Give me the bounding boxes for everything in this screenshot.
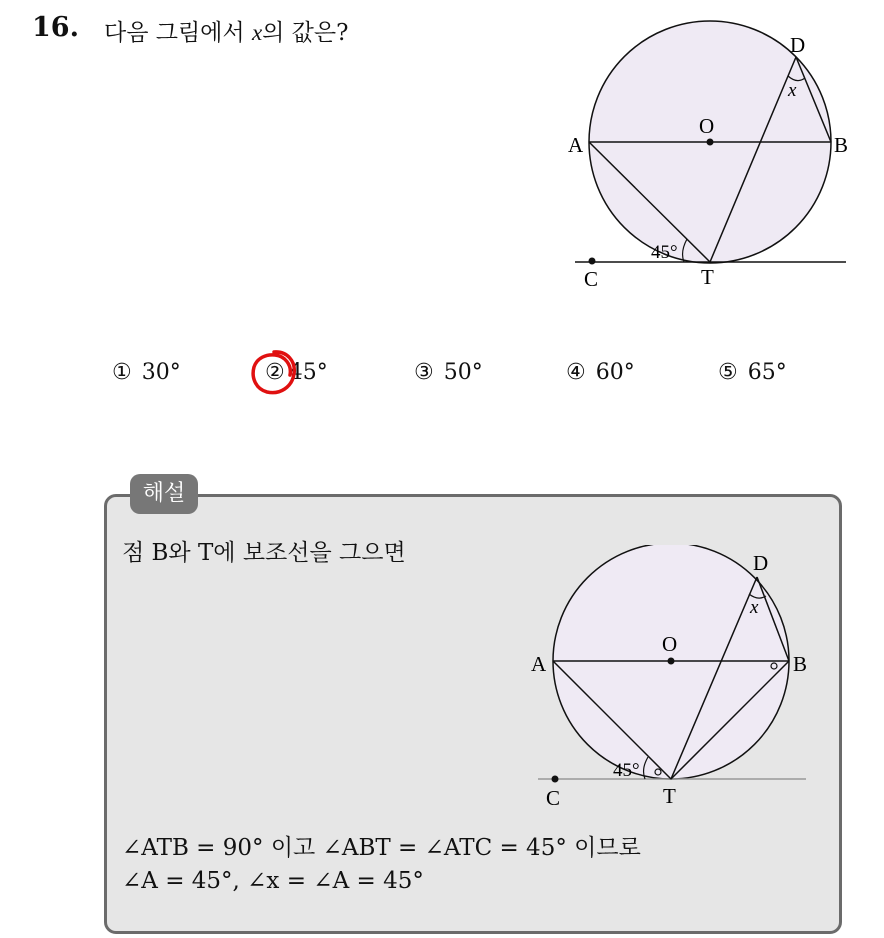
question-text-after: 의 값은? — [262, 20, 349, 46]
choice-3-value: 50° — [443, 360, 483, 385]
label-x: x — [788, 80, 797, 101]
solution-intro: 점 B와 T에 보조선을 그으면 — [122, 540, 406, 566]
choice-1-value: 30° — [141, 360, 181, 385]
question-variable: x — [251, 20, 263, 45]
choice-5[interactable] — [718, 360, 787, 385]
center-point — [707, 139, 714, 146]
choice-2-mark: ② — [265, 360, 285, 385]
label-T: T — [701, 265, 714, 289]
label-O: O — [699, 114, 715, 138]
solution-label-T: T — [663, 784, 676, 808]
solution-label-O: O — [662, 632, 678, 656]
question-text — [104, 14, 348, 47]
choice-1-mark: ① — [112, 360, 132, 385]
solution-point-C — [552, 776, 559, 783]
solution-label-45: 45° — [613, 760, 640, 781]
label-45: 45° — [651, 242, 678, 263]
question-number: 16. — [32, 12, 79, 43]
choice-3-mark: ③ — [414, 360, 434, 385]
label-A: A — [568, 133, 584, 157]
label-D: D — [790, 33, 806, 57]
solution-label-A: A — [531, 652, 547, 676]
choice-4-mark: ④ — [566, 360, 586, 385]
question-figure — [560, 20, 860, 300]
label-C: C — [584, 267, 599, 291]
choice-3[interactable] — [414, 360, 483, 385]
choice-2-value: 45° — [288, 360, 328, 385]
solution-label-C: C — [546, 786, 561, 810]
choice-5-value: 65° — [747, 360, 787, 385]
solution-label-x: x — [750, 597, 759, 618]
solution-center-point — [668, 658, 675, 665]
choice-1[interactable] — [112, 360, 181, 385]
solution-line-2: ∠A = 45°, ∠x = ∠A = 45° — [122, 868, 424, 894]
solution-tag: 해설 — [130, 474, 198, 514]
solution-line-1: ∠ATB = 90° 이고 ∠ABT = ∠ATC = 45° 이므로 — [122, 835, 641, 861]
question-text-before: 다음 그림에서 — [104, 20, 252, 46]
solution-label-B: B — [793, 652, 808, 676]
solution-figure — [525, 545, 815, 815]
point-C — [589, 258, 596, 265]
selected-answer-circle-icon — [249, 348, 299, 398]
choice-4[interactable] — [566, 360, 635, 385]
choice-4-value: 60° — [595, 360, 635, 385]
choice-5-mark: ⑤ — [718, 360, 738, 385]
solution-label-D: D — [753, 551, 769, 575]
label-B: B — [834, 133, 849, 157]
